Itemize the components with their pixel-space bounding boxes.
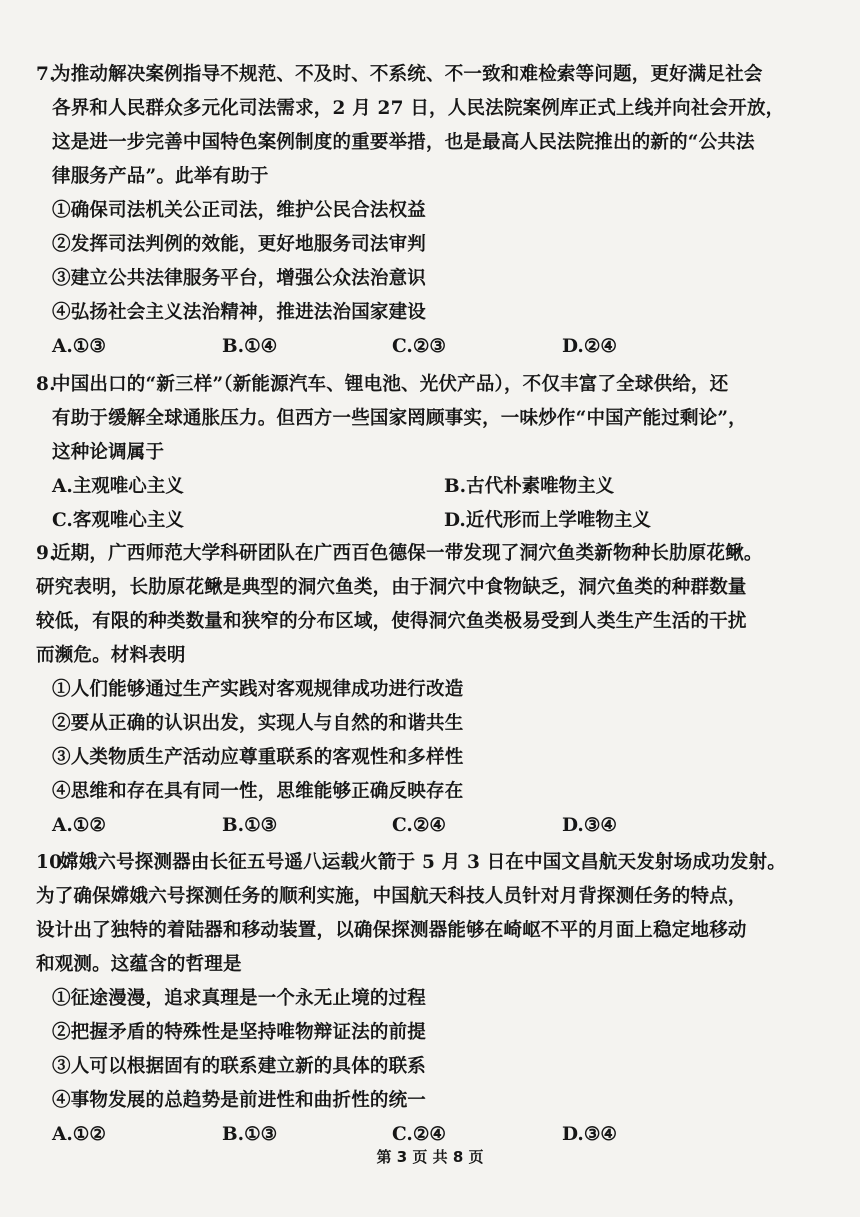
statement-2: ②发挥司法判例的效能，更好地服务司法审判	[52, 234, 427, 255]
question-stem-line: 这是进一步完善中国特色案例制度的重要举措，也是最高人民法院推出的新的“公共法	[52, 132, 755, 153]
question-number: 10.	[36, 852, 69, 873]
question-stem-line: 10.嫦娥六号探测器由长征五号遥八运载火箭于 5 月 3 日在中国文昌航天发射场成功发射。	[36, 846, 836, 880]
question-9	[36, 537, 836, 843]
option-a: A.①②	[52, 815, 106, 836]
question-stem-line: 有助于缓解全球通胀压力。但西方一些国家罔顾事实，一味炒作“中国产能过剩论”，	[52, 408, 747, 429]
option-b: B.①③	[222, 815, 278, 836]
statement-3: ③建立公共法律服务平台，增强公众法治意识	[52, 268, 427, 289]
option-c: C.②④	[392, 1124, 447, 1145]
statement-4: ④弘扬社会主义法治精神，推进法治国家建设	[52, 302, 427, 323]
question-number: 8.	[36, 374, 56, 395]
option-d: D.③④	[562, 815, 617, 836]
option-a: A.①③	[52, 336, 106, 357]
option-b: B.①④	[222, 336, 278, 357]
question-stem-line: 这种论调属于	[52, 442, 165, 463]
option-c: C.②③	[392, 336, 447, 357]
answer-options-row-2	[36, 504, 836, 538]
option-a: A.①②	[52, 1124, 106, 1145]
question-7	[36, 58, 836, 364]
statement-4: ④思维和存在具有同一性，思维能够正确反映存在	[52, 781, 464, 802]
statement-1: ①征途漫漫，追求真理是一个永无止境的过程	[52, 988, 427, 1009]
question-stem-line: 设计出了独特的着陆器和移动装置，以确保探测器能够在崎岖不平的月面上稳定地移动	[36, 920, 747, 941]
statement-3: ③人可以根据固有的联系建立新的具体的联系	[52, 1056, 427, 1077]
option-d: D.③④	[562, 1124, 617, 1145]
option-c: C.客观唯心主义	[52, 510, 184, 531]
option-c: C.②④	[392, 815, 447, 836]
statement-1: ①确保司法机关公正司法，维护公民合法权益	[52, 200, 427, 221]
statement-2: ②要从正确的认识出发，实现人与自然的和谐共生	[52, 713, 464, 734]
question-stem-line: 为了确保嫦娥六号探测任务的顺利实施，中国航天科技人员针对月背探测任务的特点，	[36, 886, 747, 907]
question-stem-line: 7.为推动解决案例指导不规范、不及时、不系统、不一致和难检索等问题，更好满足社会	[36, 58, 836, 92]
question-number: 9.	[36, 543, 56, 564]
question-8	[36, 368, 836, 538]
question-stem-line: 8.中国出口的“新三样”（新能源汽车、锂电池、光伏产品），不仅丰富了全球供给，还	[36, 368, 836, 402]
question-stem-line: 而濒危。材料表明	[36, 645, 186, 666]
question-stem-line: 律服务产品”。此举有助于	[52, 166, 269, 187]
question-stem-line: 和观测。这蕴含的哲理是	[36, 954, 242, 975]
answer-options	[36, 330, 836, 364]
option-b: B.①③	[222, 1124, 278, 1145]
question-stem-line: 研究表明，长肋原花鳅是典型的洞穴鱼类，由于洞穴中食物缺乏，洞穴鱼类的种群数量	[36, 577, 747, 598]
option-d: D.②④	[562, 336, 617, 357]
option-a: A.主观唯心主义	[52, 476, 184, 497]
question-stem-line: 9.近期，广西师范大学科研团队在广西百色德保一带发现了洞穴鱼类新物种长肋原花鳅。	[36, 537, 836, 571]
question-number: 7.	[36, 64, 56, 85]
option-d: D.近代形而上学唯物主义	[444, 510, 651, 531]
statement-1: ①人们能够通过生产实践对客观规律成功进行改造	[52, 679, 464, 700]
statement-4: ④事物发展的总趋势是前进性和曲折性的统一	[52, 1090, 427, 1111]
answer-options	[36, 809, 836, 843]
statement-3: ③人类物质生产活动应尊重联系的客观性和多样性	[52, 747, 464, 768]
statement-2: ②把握矛盾的特殊性是坚持唯物辩证法的前提	[52, 1022, 427, 1043]
question-stem-line: 较低，有限的种类数量和狭窄的分布区域，使得洞穴鱼类极易受到人类生产生活的干扰	[36, 611, 747, 632]
page-footer: 第 3 页 共 8 页	[376, 1148, 484, 1166]
question-10	[36, 846, 836, 1152]
question-stem-line: 各界和人民群众多元化司法需求，2 月 27 日，人民法院案例库正式上线并向社会开放，	[52, 98, 785, 119]
option-b: B.古代朴素唯物主义	[444, 476, 615, 497]
answer-options-row-1	[36, 470, 836, 504]
